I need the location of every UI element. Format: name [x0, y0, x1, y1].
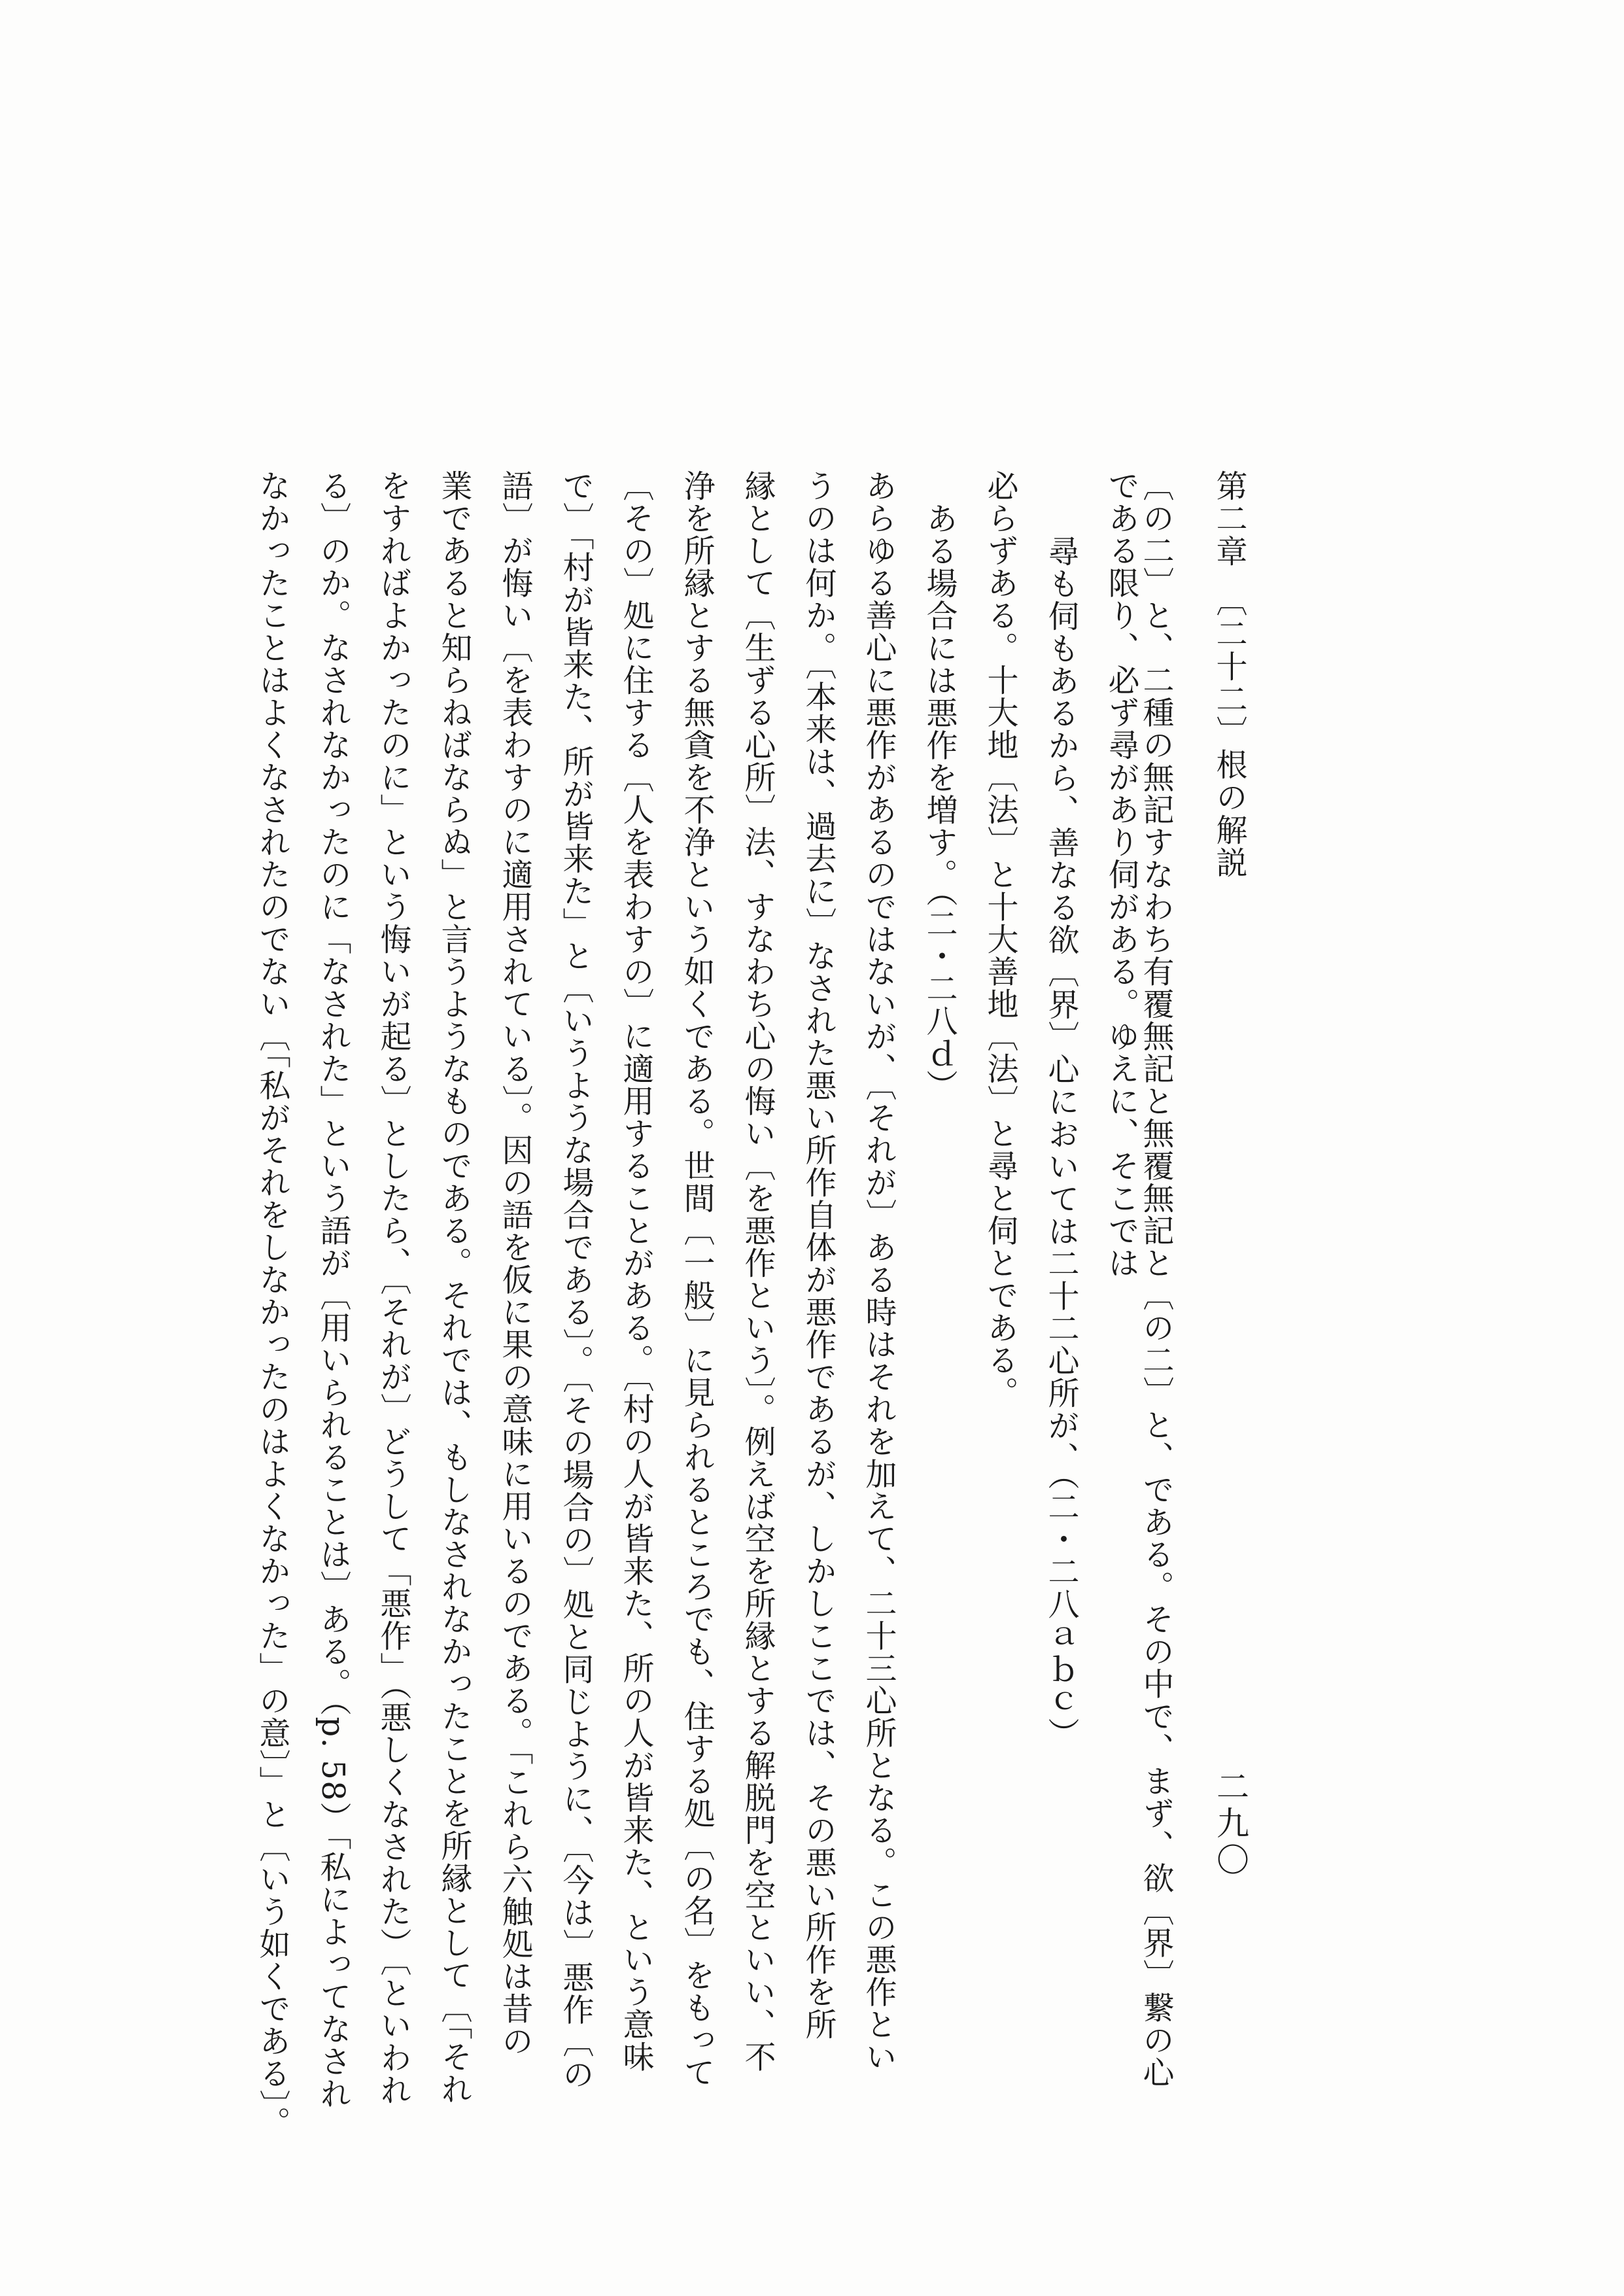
- text-line: 縁として〔生ずる心所〕法、すなわち心の悔い〔を悪作という〕。例えば空を所縁とする解脱門を空といい、不: [739, 470, 776, 2073]
- text-line: 浄を所縁とする無貪を不浄という如くである。世間〔一般〕に見られるところでも、住する処〔の名〕をもって: [678, 470, 715, 2089]
- text-line: 語〕が悔い〔を表わすのに適用されている〕。因の語を仮に果の意味に用いるのである。「これら六触処は昔の: [496, 470, 533, 2057]
- text-line: る〕のか。なされなかったのに「なされた」という語が〔用いられることは〕ある。（p. 58）「私によってなされ: [315, 470, 351, 2110]
- chapter-header: 第二章 〔二十二〕根の解説: [1211, 470, 1247, 879]
- text-line: 〔その〕処に住する〔人を表わすの〕に適用することがある。〔村の人が皆来た、所の人が皆来た、という意味: [617, 470, 654, 2073]
- text-line: 〔の二〕と、二種の無記すなわち有覆無記と無覆無記と〔の二〕と、である。その中で、まず、欲〔界〕繋の心: [1137, 470, 1174, 2089]
- text-line: 必らずある。十大地〔法〕と十大善地〔法〕と尋と伺とである。: [982, 470, 1018, 1409]
- text-line: 業であると知らねばならぬ」と言うようなものである。それでは、もしなされなかったことを所縁として〔「それ: [436, 470, 472, 2106]
- text-line: 尋も伺もあるから、善なる欲〔界〕心においては二十二心所が、（二・二八ａｂｃ）: [1043, 535, 1079, 1750]
- text-line: である限り、必ず尋があり伺がある。ゆえに、そこでは: [1103, 470, 1139, 1279]
- text-line: なかったことはよくなされたのでない〔「私がそれをしなかったのはよくなかった」の意〕」と〔いう如くである〕。: [254, 470, 290, 2139]
- text-line: ある場合には悪作を増す。（二・二八ｄ）: [921, 502, 958, 1102]
- text-line: で〕「村が皆来た、所が皆来た」と〔いうような場合である〕。〔その場合の〕処と同じように、〔今は〕悪作〔の: [557, 470, 594, 2091]
- page-number: 二九〇: [1211, 1769, 1249, 1879]
- text-line: をすればよかったのに」という悔いが起る〕としたら、〔それが〕どうして「悪作」（悪しくなされた）〔といわれ: [375, 470, 411, 2106]
- text-line: うのは何か。〔本来は、過去に〕なされた悪い所作自体が悪作であるが、しかしここでは、その悪い所作を所: [800, 470, 837, 2041]
- text-line: あらゆる善心に悪作があるのではないが、〔それが〕ある時はそれを加えて、二十三心所となる。この悪作とい: [860, 470, 897, 2073]
